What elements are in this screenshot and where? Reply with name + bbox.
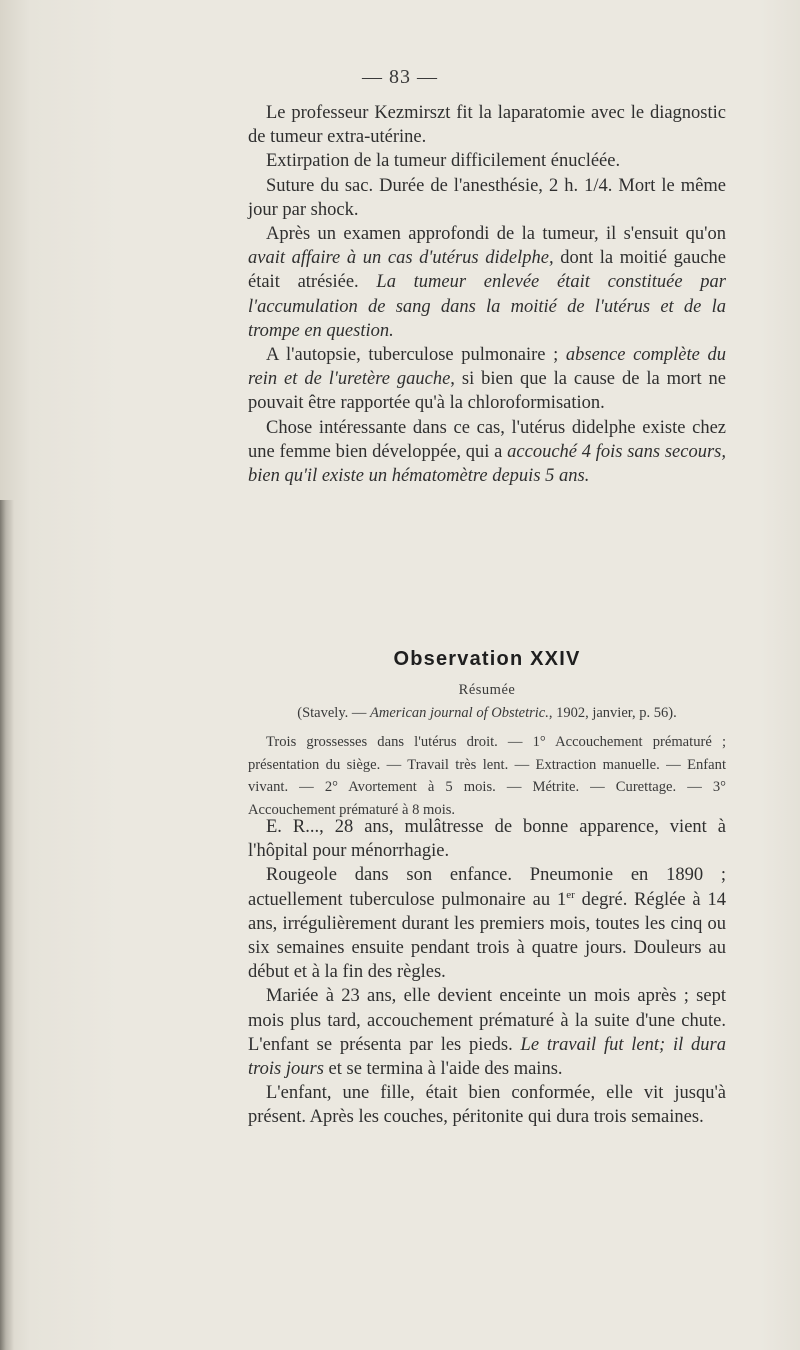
examen-text-1: Après un examen approfondi de la tumeur, il s'ensuit qu'on [266,224,726,245]
paragraph-patient: E. R..., 28 ans, mulâtresse de bonne apparence, vient à l'hôpital pour ménorrhagie. [248,817,726,862]
reference-journal: American journal of Obstetric. [370,705,549,721]
autopsie-text-1: A l'autopsie, tuberculose pulmonaire ; [266,345,566,366]
paragraph-laparatomie: Le professeur Kezmirszt fit la laparatomie avec le diagnostic de tumeur extra-utérine. [248,103,726,148]
mariee-italic: Le travail fut lent; il dura trois jours [248,1034,726,1080]
examen-italic-2: La tumeur enlevée était constituée par l'accumulation de sang dans la moitié de l'utérus et de la trompe en question. [248,272,727,341]
mariee-text-2: et se termina à l'aide des mains. [323,1059,563,1080]
antecedents-superscript: er [566,888,575,901]
bottom-text-block [248,815,726,1130]
paragraph-enfant: L'enfant, une fille, était bien conformée, elle vit jusqu'à présent. Après les couches, péritonite qui dura trois semaines. [248,1083,726,1128]
autopsie-italic: absence complète du rein et de l'uretère gauche [248,345,726,390]
paragraph-suture: Suture du sac. Durée de l'anesthésie, 2 h. 1/4. Mort le même jour par shock. [248,175,726,220]
paragraph-antecedents [248,863,726,984]
page-number: — 83 — [362,66,438,88]
autopsie-text-2: , si bien que la cause de la mort ne pouvait être rapportée qu'à la chloroformisation. [248,369,726,414]
reference-details: , 1902, janvier, p. 56). [548,705,677,721]
chose-italic: accouché 4 fois sans secours, bien qu'il existe un hématomètre depuis 5 ans. [248,441,727,487]
top-text-block [248,101,726,488]
observation-reference [248,705,726,722]
reference-author: (Stavely. — [297,705,371,721]
page-binding-shadow [0,500,14,1350]
antecedents-text-2: degré. Réglée à 14 ans, irrégulièrement durant les premiers mois, toutes les cinq ou six semaines ensuite pendant trois à quatre jours. Douleurs au début et à la fin des règles. [248,889,726,983]
examen-text-2: dont la moitié gauche était atrésiée. [248,248,726,293]
paragraph-examen [248,222,726,343]
observation-summary: Trois grossesses dans l'utérus droit. — 1° Accouchement prématuré ; présentation du siège. — Travail très lent. — Extraction manuelle. — Enfant vivant. — 2° Avortement à 5 mois. — Métrite. — Curettage. — 3° Accouchement prématuré à 8 mois. [248,734,726,818]
observation-subtitle: Résumée [458,682,516,698]
paragraph-autopsie [248,343,726,416]
chose-text: Chose intéressante dans ce cas, l'utérus didelphe existe chez une femme bien développée, qui a [248,417,726,462]
antecedents-text-1: Rougeole dans son enfance. Pneumonie en 1890 ; actuellement tuberculose pulmonaire au 1 [248,865,726,910]
mariee-text-1: Mariée à 23 ans, elle devient enceinte un mois après ; sept mois plus tard, accouchement prématuré à la suite d'une chute. L'enfant se présenta par les pieds. [248,986,726,1055]
examen-italic-1: avait affaire à un cas d'utérus didelphe, [248,248,554,269]
paragraph-chose-interessante [248,416,726,489]
paragraph-mariee [248,984,726,1081]
observation-title: Observation XXIV [393,648,581,670]
paragraph-extirpation: Extirpation de la tumeur difficilement énucléée. [266,151,621,172]
